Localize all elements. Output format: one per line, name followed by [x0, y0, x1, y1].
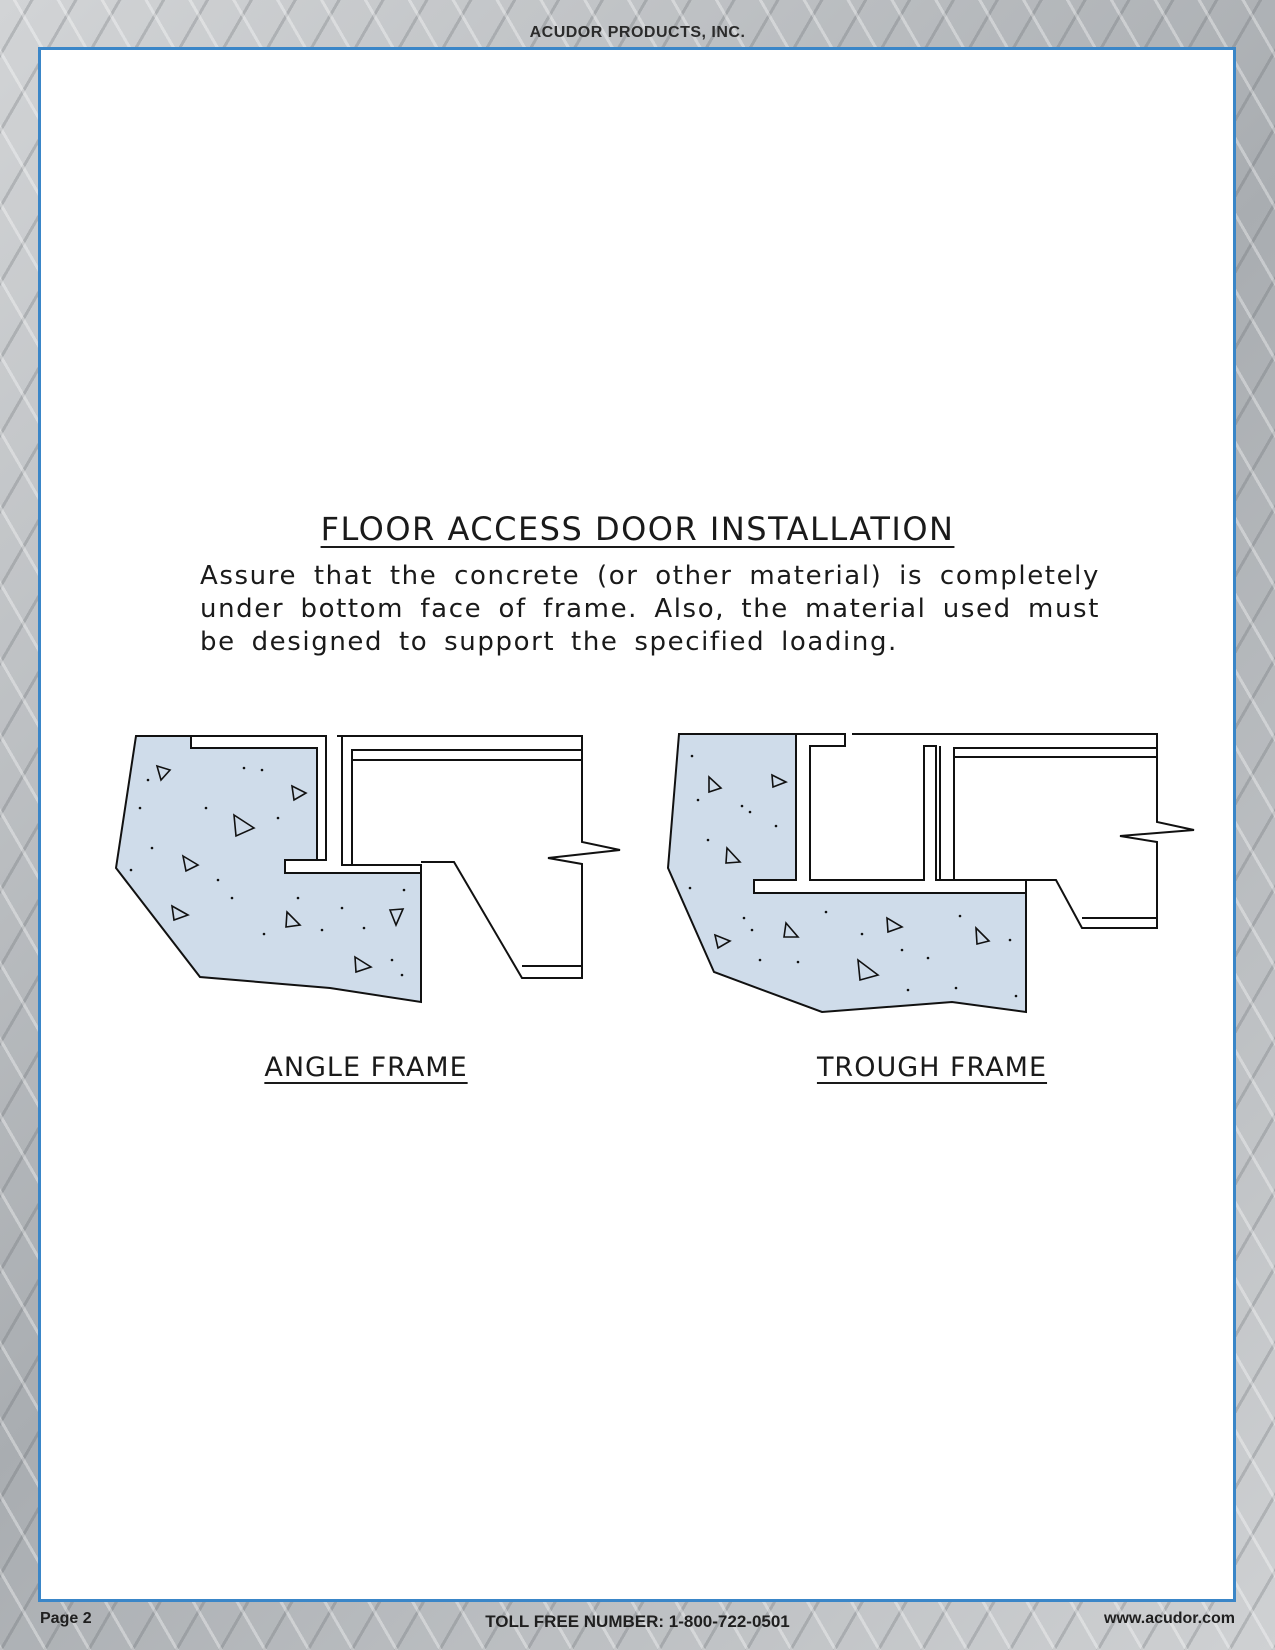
- toll-free-number: TOLL FREE NUMBER: 1-800-722-0501: [485, 1612, 790, 1631]
- website-link[interactable]: www.acudor.com: [1104, 1610, 1235, 1627]
- section-title: FLOOR ACCESS DOOR INSTALLATION: [320, 510, 955, 548]
- trough-frame-label: TROUGH FRAME: [816, 1052, 1048, 1083]
- trough-frame-door-panel: [852, 734, 1157, 880]
- angle-frame-door-panel: [337, 736, 582, 865]
- installation-instructions: Assure that the concrete (or other material) is completely under bottom face of frame. Also, the material used must be designed to support the specified loading.: [200, 561, 1100, 657]
- angle-frame-concrete: [116, 736, 421, 1002]
- angle-frame-diagram: [116, 736, 620, 1002]
- company-header: ACUDOR PRODUCTS, INC.: [529, 24, 746, 41]
- trough-frame-concrete: [668, 734, 1026, 1012]
- page-number: Page 2: [40, 1610, 92, 1627]
- trough-frame-diagram: [668, 734, 1194, 1012]
- angle-frame-label: ANGLE FRAME: [264, 1052, 468, 1083]
